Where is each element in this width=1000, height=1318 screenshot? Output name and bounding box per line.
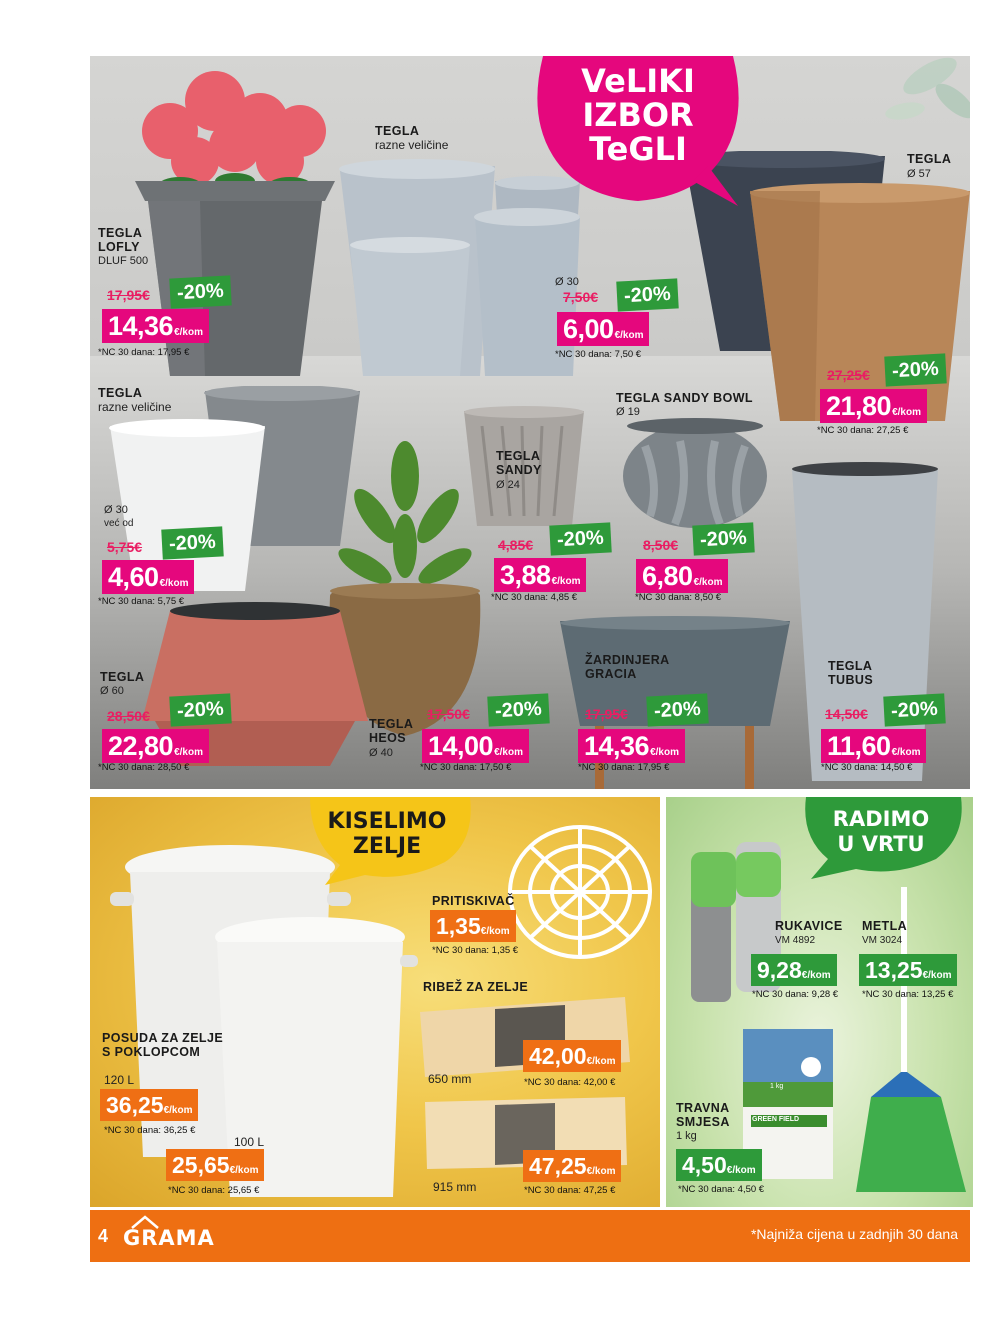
lowest-price-note: *NC 30 dana: 14,50 € <box>821 762 913 773</box>
size-label: Ø 30 <box>104 504 128 516</box>
title-line: TRAVNA <box>676 1101 730 1115</box>
lowest-price-note: *NC 30 dana: 17,95 € <box>98 347 190 358</box>
lowest-price-note: *NC 30 dana: 4,50 € <box>678 1184 765 1195</box>
price: 21,80 <box>826 391 892 421</box>
package-brand: GREEN FIELD <box>752 1116 800 1123</box>
price-box <box>494 558 586 592</box>
discount-badge: -20% <box>884 353 946 386</box>
discount-badge: -20% <box>616 278 678 311</box>
price: 22,80 <box>108 731 174 761</box>
price: 1,35 <box>436 913 481 939</box>
posuda-title <box>102 1031 223 1059</box>
unit: €/kom <box>480 926 510 937</box>
radimo-line2: U VRTU <box>837 832 925 856</box>
price-box <box>676 1149 762 1181</box>
zelje-bins-image <box>105 837 425 1207</box>
lowest-price-note: *NC 30 dana: 28,50 € <box>98 762 190 773</box>
price-box <box>523 1040 621 1072</box>
size-label: 120 L <box>104 1073 135 1087</box>
lowest-price-note: *NC 30 dana: 5,75 € <box>98 596 185 607</box>
price: 11,60 <box>827 731 891 761</box>
unit: €/kom <box>229 1165 259 1176</box>
price-box <box>821 729 926 763</box>
discount-badge: -20% <box>487 693 549 726</box>
product-grey-title: TEGLA <box>375 124 420 138</box>
kiselimo-section <box>90 797 660 1207</box>
sandy-bowl-image <box>620 416 770 531</box>
product-lofly-title <box>98 226 142 254</box>
unit: €/kom <box>551 576 581 587</box>
title-line: GRACIA <box>585 667 637 681</box>
unit: €/kom <box>586 1166 616 1177</box>
price-box <box>820 389 927 423</box>
lowest-price-note: *NC 30 dana: 9,28 € <box>752 989 839 1000</box>
footer-note: *Najniža cijena u zadnjih 30 dana <box>750 1226 958 1242</box>
product-grey-sub: razne veličine <box>375 138 449 152</box>
price: 25,65 <box>172 1152 230 1178</box>
product-60-title: TEGLA <box>100 670 145 684</box>
unit: €/kom <box>892 407 921 418</box>
price-box <box>430 910 516 942</box>
title-line: LOFLY <box>98 240 140 254</box>
price: 6,00 <box>563 314 614 344</box>
old-price: 17,95€ <box>585 706 628 722</box>
lowest-price-note: *NC 30 dana: 8,50 € <box>635 592 722 603</box>
price-box <box>102 560 194 594</box>
price: 4,60 <box>108 562 159 592</box>
rukavice-sub: VM 4892 <box>775 935 816 946</box>
old-price: 27,25€ <box>827 367 870 383</box>
kiselimo-line2: ZELJE <box>352 834 422 859</box>
title-line: ŽARDINJERA <box>585 653 670 667</box>
product-heos-sub: Ø 40 <box>369 747 393 759</box>
title-line: SANDY <box>496 463 542 477</box>
price-box <box>166 1149 264 1181</box>
old-price: 17,95€ <box>107 287 150 303</box>
lowest-price-note: *NC 30 dana: 13,25 € <box>862 989 954 1000</box>
price-box <box>102 309 209 343</box>
unit: €/kom <box>891 747 921 758</box>
price: 14,00 <box>428 731 494 761</box>
brand-logo: GRAMA <box>123 1226 215 1250</box>
price-box <box>751 954 837 986</box>
lowest-price-note: *NC 30 dana: 4,85 € <box>491 592 578 603</box>
unit: €/kom <box>693 577 723 588</box>
lowest-price-note: *NC 30 dana: 7,50 € <box>555 349 642 360</box>
product-gracia-title <box>585 653 670 681</box>
price: 4,50 <box>682 1152 727 1178</box>
price-box <box>100 1089 198 1121</box>
travna-title <box>676 1101 730 1129</box>
price-box <box>422 729 529 763</box>
bubble-line1: VeLIKI <box>581 62 695 100</box>
price: 14,36 <box>108 311 174 341</box>
old-price: 14,50€ <box>825 706 868 722</box>
discount-badge: -20% <box>646 693 708 726</box>
old-price: 17,50€ <box>427 706 470 722</box>
product-tubus-title <box>828 659 873 687</box>
lowest-price-note: *NC 30 dana: 1,35 € <box>432 945 519 956</box>
title-line: TUBUS <box>828 673 874 687</box>
pritiskivac-image <box>505 822 655 962</box>
product-lofly-sub: DLUF 500 <box>98 255 149 267</box>
product-sandybowl-title: TEGLA SANDY BOWL <box>616 391 753 405</box>
price: 6,80 <box>642 561 693 591</box>
unit: €/kom <box>922 970 952 981</box>
product-57-title: TEGLA <box>907 152 952 166</box>
rukavice-title: RUKAVICE <box>775 919 843 933</box>
old-price: 7,50€ <box>563 289 599 305</box>
price-box <box>102 729 209 763</box>
lowest-price-note: *NC 30 dana: 42,00 € <box>524 1077 616 1088</box>
package-weight: 1 kg <box>770 1083 784 1090</box>
unit: €/kom <box>650 747 679 758</box>
title-line: TEGLA <box>496 449 541 463</box>
broom-image <box>841 887 971 1207</box>
old-price: 5,75€ <box>107 539 143 555</box>
size-label-2: već od <box>104 518 134 529</box>
discount-badge: -20% <box>692 522 754 555</box>
metla-title: METLA <box>862 919 908 933</box>
lowest-price-note: *NC 30 dana: 17,95 € <box>578 762 670 773</box>
old-price: 8,50€ <box>643 537 679 553</box>
size-label: 100 L <box>234 1135 265 1149</box>
bubble-line2: IZBOR <box>582 96 694 134</box>
product-heos-title <box>369 717 413 745</box>
title-line: SMJESA <box>676 1115 730 1129</box>
product-sandy-sub: Ø 24 <box>496 479 520 491</box>
size-label: 915 mm <box>433 1180 477 1194</box>
discount-badge: -20% <box>883 693 945 726</box>
kiselimo-line1: KISELIMO <box>327 809 447 834</box>
product-57-sub: Ø 57 <box>907 168 931 180</box>
lowest-price-note: *NC 30 dana: 25,65 € <box>168 1185 260 1196</box>
price: 9,28 <box>757 957 802 983</box>
price: 42,00 <box>529 1043 587 1069</box>
lowest-price-note: *NC 30 dana: 36,25 € <box>104 1125 196 1136</box>
unit: €/kom <box>174 327 203 338</box>
unit: €/kom <box>174 747 203 758</box>
size-label: 650 mm <box>428 1072 472 1086</box>
price: 13,25 <box>865 957 923 983</box>
discount-badge: -20% <box>169 275 231 308</box>
lowest-price-note: *NC 30 dana: 17,50 € <box>420 762 512 773</box>
bubble-line3: TeGLI <box>589 130 687 168</box>
ribez-title: RIBEŽ ZA ZELJE <box>423 980 529 994</box>
title-line: TEGLA <box>369 717 414 731</box>
price: 3,88 <box>500 560 551 590</box>
pritiskivac-title: PRITISKIVAČ <box>432 894 515 908</box>
old-price: 4,85€ <box>498 537 534 553</box>
leaves-decoration <box>810 56 970 146</box>
product-sandy-title <box>496 449 542 477</box>
travna-sub: 1 kg <box>676 1130 697 1142</box>
radimo-line1: RADIMO <box>832 807 930 831</box>
product-white-sub: razne veličine <box>98 400 172 414</box>
discount-badge: -20% <box>161 526 223 559</box>
size-label: Ø 30 <box>555 276 579 288</box>
unit: €/kom <box>159 578 189 589</box>
unit: €/kom <box>494 747 523 758</box>
unit: €/kom <box>801 970 831 981</box>
lowest-price-note: *NC 30 dana: 47,25 € <box>524 1185 616 1196</box>
discount-badge: -20% <box>549 522 611 555</box>
old-price: 28,50€ <box>107 708 150 724</box>
price-box <box>859 954 957 986</box>
price: 14,36 <box>584 731 650 761</box>
price-box <box>557 312 649 346</box>
pots-section <box>90 56 970 789</box>
price-box <box>578 729 685 763</box>
product-60-sub: Ø 60 <box>100 685 124 697</box>
unit: €/kom <box>586 1056 616 1067</box>
title-line: POSUDA ZA ZELJE <box>102 1031 224 1045</box>
title-line: TEGLA <box>828 659 873 673</box>
unit: €/kom <box>614 330 644 341</box>
metla-sub: VM 3024 <box>862 935 903 946</box>
unit: €/kom <box>726 1165 756 1176</box>
footer <box>90 1210 970 1262</box>
title-line: HEOS <box>369 731 407 745</box>
radimo-section <box>663 797 973 1207</box>
price-box <box>523 1150 621 1182</box>
price: 36,25 <box>106 1092 164 1118</box>
lowest-price-note: *NC 30 dana: 27,25 € <box>817 425 909 436</box>
title-line: S POKLOPCOM <box>102 1045 201 1059</box>
page-number: 4 <box>98 1226 109 1246</box>
price-box <box>636 559 728 593</box>
price: 47,25 <box>529 1153 587 1179</box>
title-line: TEGLA <box>98 226 143 240</box>
unit: €/kom <box>163 1105 193 1116</box>
product-white-title: TEGLA <box>98 386 143 400</box>
discount-badge: -20% <box>169 693 231 726</box>
product-sandybowl-sub: Ø 19 <box>616 406 640 418</box>
